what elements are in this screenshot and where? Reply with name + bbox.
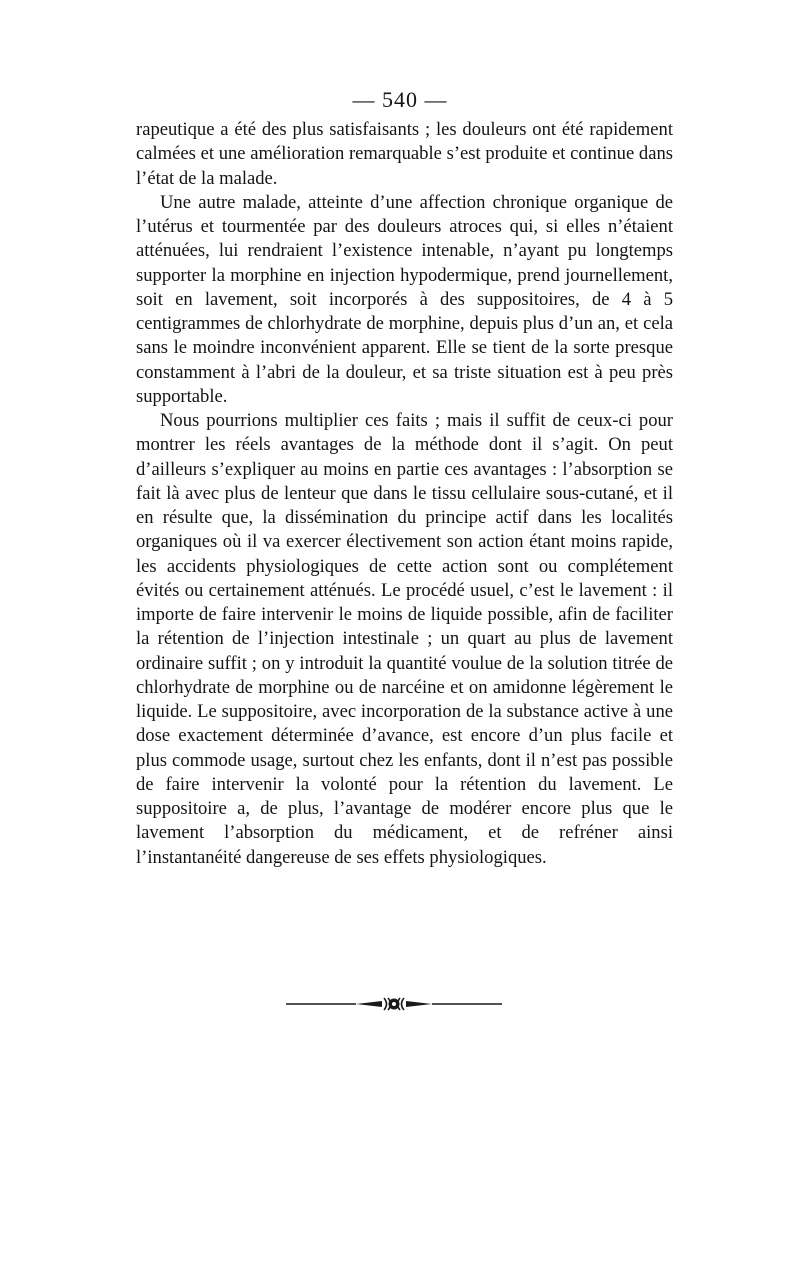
body-text	[136, 118, 673, 870]
paragraph: rapeutique a été des plus satisfaisants ; les douleurs ont été rapidement calmées et une amélioration remarquable s’est produite et continue dans l’état de la malade.	[136, 119, 673, 189]
paragraph: Nous pourrions multiplier ces faits ; mais il suffit de ceux-ci pour montrer les réels avantages de la méthode dont il s’agit. On peut d’ailleurs s’expliquer au moins en partie ces avantages : l’absorption se fait là avec plus de lenteur que dans le tissu cellulaire sous-cutané, et il en résulte que, la dissémination du principe actif dans les localités organiques où il va exercer électivement son action étant moins rapide, les accidents physiologiques de cette action sont ou complétement évités ou certainement atténués. Le procédé usuel, c’est le lavement : il importe de faire intervenir le moins de liquide possible, afin de faciliter la rétention de l’injection intestinale ; un quart au plus de lavement ordinaire suffit ; on y introduit la quantité voulue de la solution titrée de chlorhydrate de morphine ou de narcéine et on amidonne légèrement le liquide. Le suppositoire, avec incorporation de la substance active à une dose exactement déterminée d’avance, est encore d’un plus facile et plus commode usage, surtout chez les enfants, dont il n’est pas possible de faire intervenir la volonté pour la rétention du lavement. Le suppositoire a, de plus, l’avantage de modérer encore plus que le lavement l’absorption du médicament, et de refréner ainsi l’instantanéité dangereuse de ses effets physiologiques.	[136, 410, 673, 868]
page-number: — 540 —	[352, 87, 448, 112]
end-ornament	[286, 994, 502, 1014]
paragraph: Une autre malade, atteinte d’une affection chronique organique de l’utérus et tourmentée par des douleurs atroces qui, si elles n’étaient atténuées, lui rendraient l’existence intenable, n’ayant pu longtemps supporter la morphine en injection hypodermique, prend journellement, soit en lavement, soit incorporés à des suppositoires, de 4 à 5 centigrammes de chlorhydrate de morphine, depuis plus d’un an, et cela sans le moindre inconvénient apparent. Elle se tient de la sorte presque constamment à l’abri de la douleur, et sa triste situation est à peu près supportable.	[136, 191, 673, 407]
